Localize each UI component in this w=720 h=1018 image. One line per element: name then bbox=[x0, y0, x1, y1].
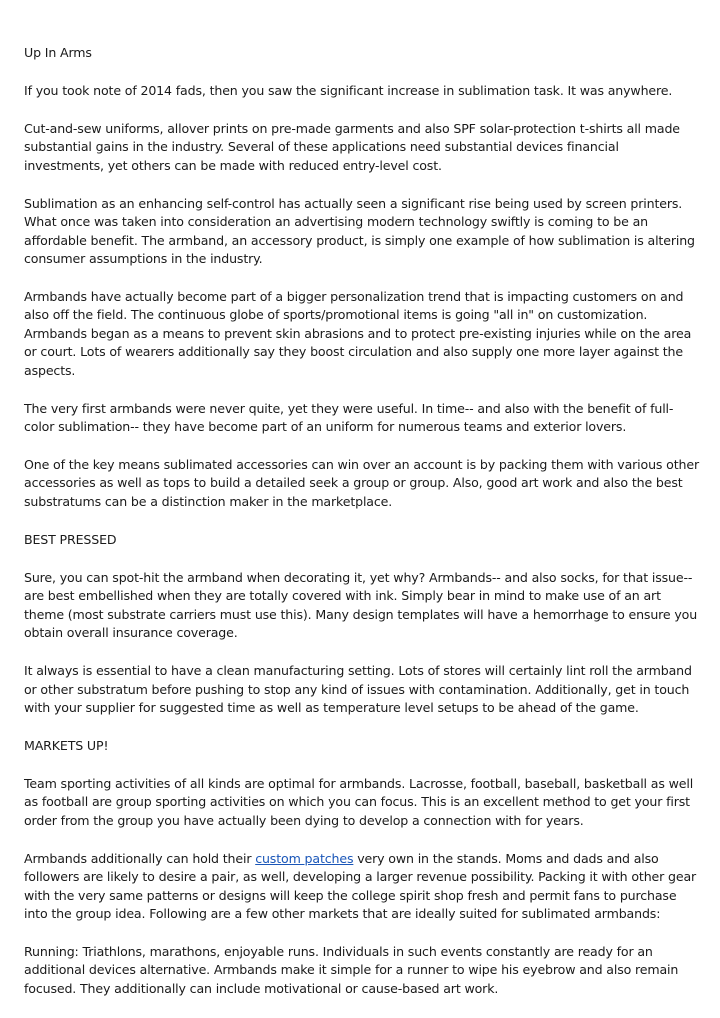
document-body bbox=[24, 44, 700, 1018]
custom-patches-link[interactable]: custom patches bbox=[255, 850, 354, 866]
paragraph-1: If you took note of 2014 fads, then you saw the significant increase in sublimation task. It was anywhere. bbox=[24, 83, 673, 98]
paragraph-5: The very first armbands were never quite, yet they were useful. In time-- and also with the benefit of full-color sublimation-- they have become part of an uniform for numerous teams and exterior lovers. bbox=[24, 400, 674, 435]
paragraph-10 bbox=[24, 850, 700, 924]
section-heading-best-pressed: BEST PRESSED bbox=[24, 531, 117, 547]
paragraph-3: Sublimation as an enhancing self-control has actually seen a significant rise being used by screen printers. What once was taken into consideration an advertising modern technology swiftly is coming to be an affordable benefit. The armband, an accessory product, is simply one example of how sublimation is altering consumer assumptions in the industry. bbox=[24, 195, 695, 267]
paragraph-9: Team sporting activities of all kinds are optimal for armbands. Lacrosse, football, baseball, basketball as well as football are group sporting activities on which you can focus. This is an excellent method to get your first order from the group you have actually been dying to develop a connection with for years. bbox=[24, 775, 694, 828]
section-heading-markets-up: MARKETS UP! bbox=[24, 737, 109, 753]
paragraph-10-text-end: very own in the stands. Moms and dads and also followers are likely to desire a pair, as well, developing a larger revenue possibility. Packing it with other gear with the very same patterns or designs will keep the college spirit shop fresh and permit fans to purchase into the group idea. Following are a few other markets that are ideally suited for sublimated armbands: bbox=[24, 850, 697, 921]
paragraph-2: Cut-and-sew uniforms, allover prints on pre-made garments and also SPF solar-protection t-shirts all made substantial gains in the industry. Several of these applications need substantial devices financial investments, yet others can be made with reduced entry-level cost. bbox=[24, 121, 680, 173]
document-title: Up In Arms bbox=[24, 45, 92, 60]
paragraph-4: Armbands have actually become part of a bigger personalization trend that is impacting customers on and also off the field. The continuous globe of sports/promotional items is going "all in" on customization. Armbands began as a means to prevent skin abrasions and to protect pre-existing injuries while on the area or court. Lots of wearers additionally say they boost circulation and also supply one more layer against the aspects. bbox=[24, 289, 692, 378]
paragraph-11: Running: Triathlons, marathons, enjoyable runs. Individuals in such events constantly are ready for an additional devices alternative. Armbands make it simple for a runner to wipe his eyebrow and also remain focused. They additionally can include motivational or cause-based art work. bbox=[24, 943, 679, 996]
paragraph-8: It always is essential to have a clean manufacturing setting. Lots of stores will certainly lint roll the armband or other substratum before pushing to stop any kind of issues with contamination. Additionally, get in touch with your supplier for suggested time as well as temperature level setups to be ahead of the game. bbox=[24, 663, 692, 715]
paragraph-7: Sure, you can spot-hit the armband when decorating it, yet why? Armbands-- and also socks, for that issue-- are best embellished when they are totally covered with ink. Simply bear in mind to make use of an art theme (most substrate carriers must use this). Many design templates will have a hemorrhage to ensure you obtain overall insurance coverage. bbox=[24, 569, 698, 641]
paragraph-10-text-start: Armbands additionally can hold their bbox=[24, 850, 256, 866]
paragraph-6: One of the key means sublimated accessories can win over an account is by packing them with various other accessories as well as tops to build a detailed seek a group or group. Also, good art work and also the best substratums can be a distinction maker in the marketplace. bbox=[24, 457, 699, 509]
